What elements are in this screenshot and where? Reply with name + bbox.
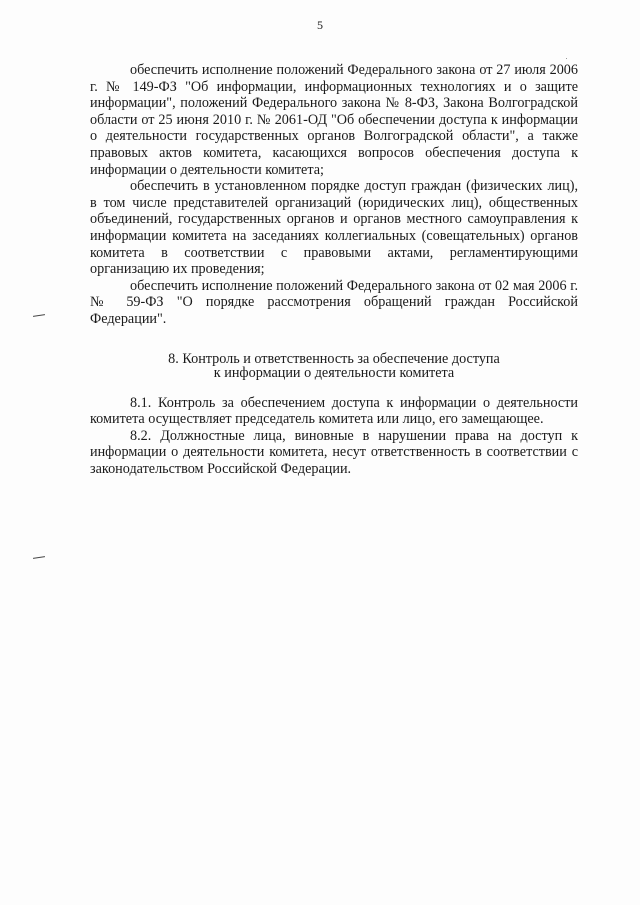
paragraph: обеспечить исполнение положений Федерального закона от 27 июля 2006 г. № 149-ФЗ "Об информации, информационных технологиях и о защите информации", положений Федерального закона № 8-ФЗ, Закона Волгоградской области от 25 июня 2010 г. № 2061-ОД "Об обеспечении доступа к информации о деятельности государственных органов Волгоградской области", а также правовых актов комитета, касающихся вопросов обеспечения доступа к информации о деятельности комитета;	[90, 62, 578, 178]
scan-mark	[33, 556, 45, 559]
page-number: 5	[317, 18, 323, 32]
section-heading	[90, 352, 578, 380]
document-body	[90, 62, 578, 477]
paragraph: обеспечить в установленном порядке доступ граждан (физических лиц), в том числе представителей организаций (юридических лиц), общественных объединений, государственных органов и органов местного самоуправления к информации комитета на заседаниях коллегиальных (совещательных) органов комитета в соответствии с правовыми актами, регламентирующими организацию их проведения;	[90, 178, 578, 278]
paragraph: 8.1. Контроль за обеспечением доступа к информации о деятельности комитета осуществляет председатель комитета или лицо, его замещающее.	[90, 394, 578, 428]
section-heading-line: 8. Контроль и ответственность за обеспечение доступа	[168, 350, 500, 367]
paragraph: обеспечить исполнение положений Федерального закона от 02 мая 2006 г. № 59-ФЗ "О порядке рассмотрения обращений граждан Российской Федерации".	[90, 277, 578, 327]
scan-mark	[33, 314, 45, 317]
section-heading-line: к информации о деятельности комитета	[213, 364, 455, 381]
scan-speck	[566, 58, 567, 59]
paragraph: 8.2. Должностные лица, виновные в нарушении права на доступ к информации о деятельности комитета, несут ответственность в соответствии с законодательством Российской Федерации.	[90, 427, 578, 477]
